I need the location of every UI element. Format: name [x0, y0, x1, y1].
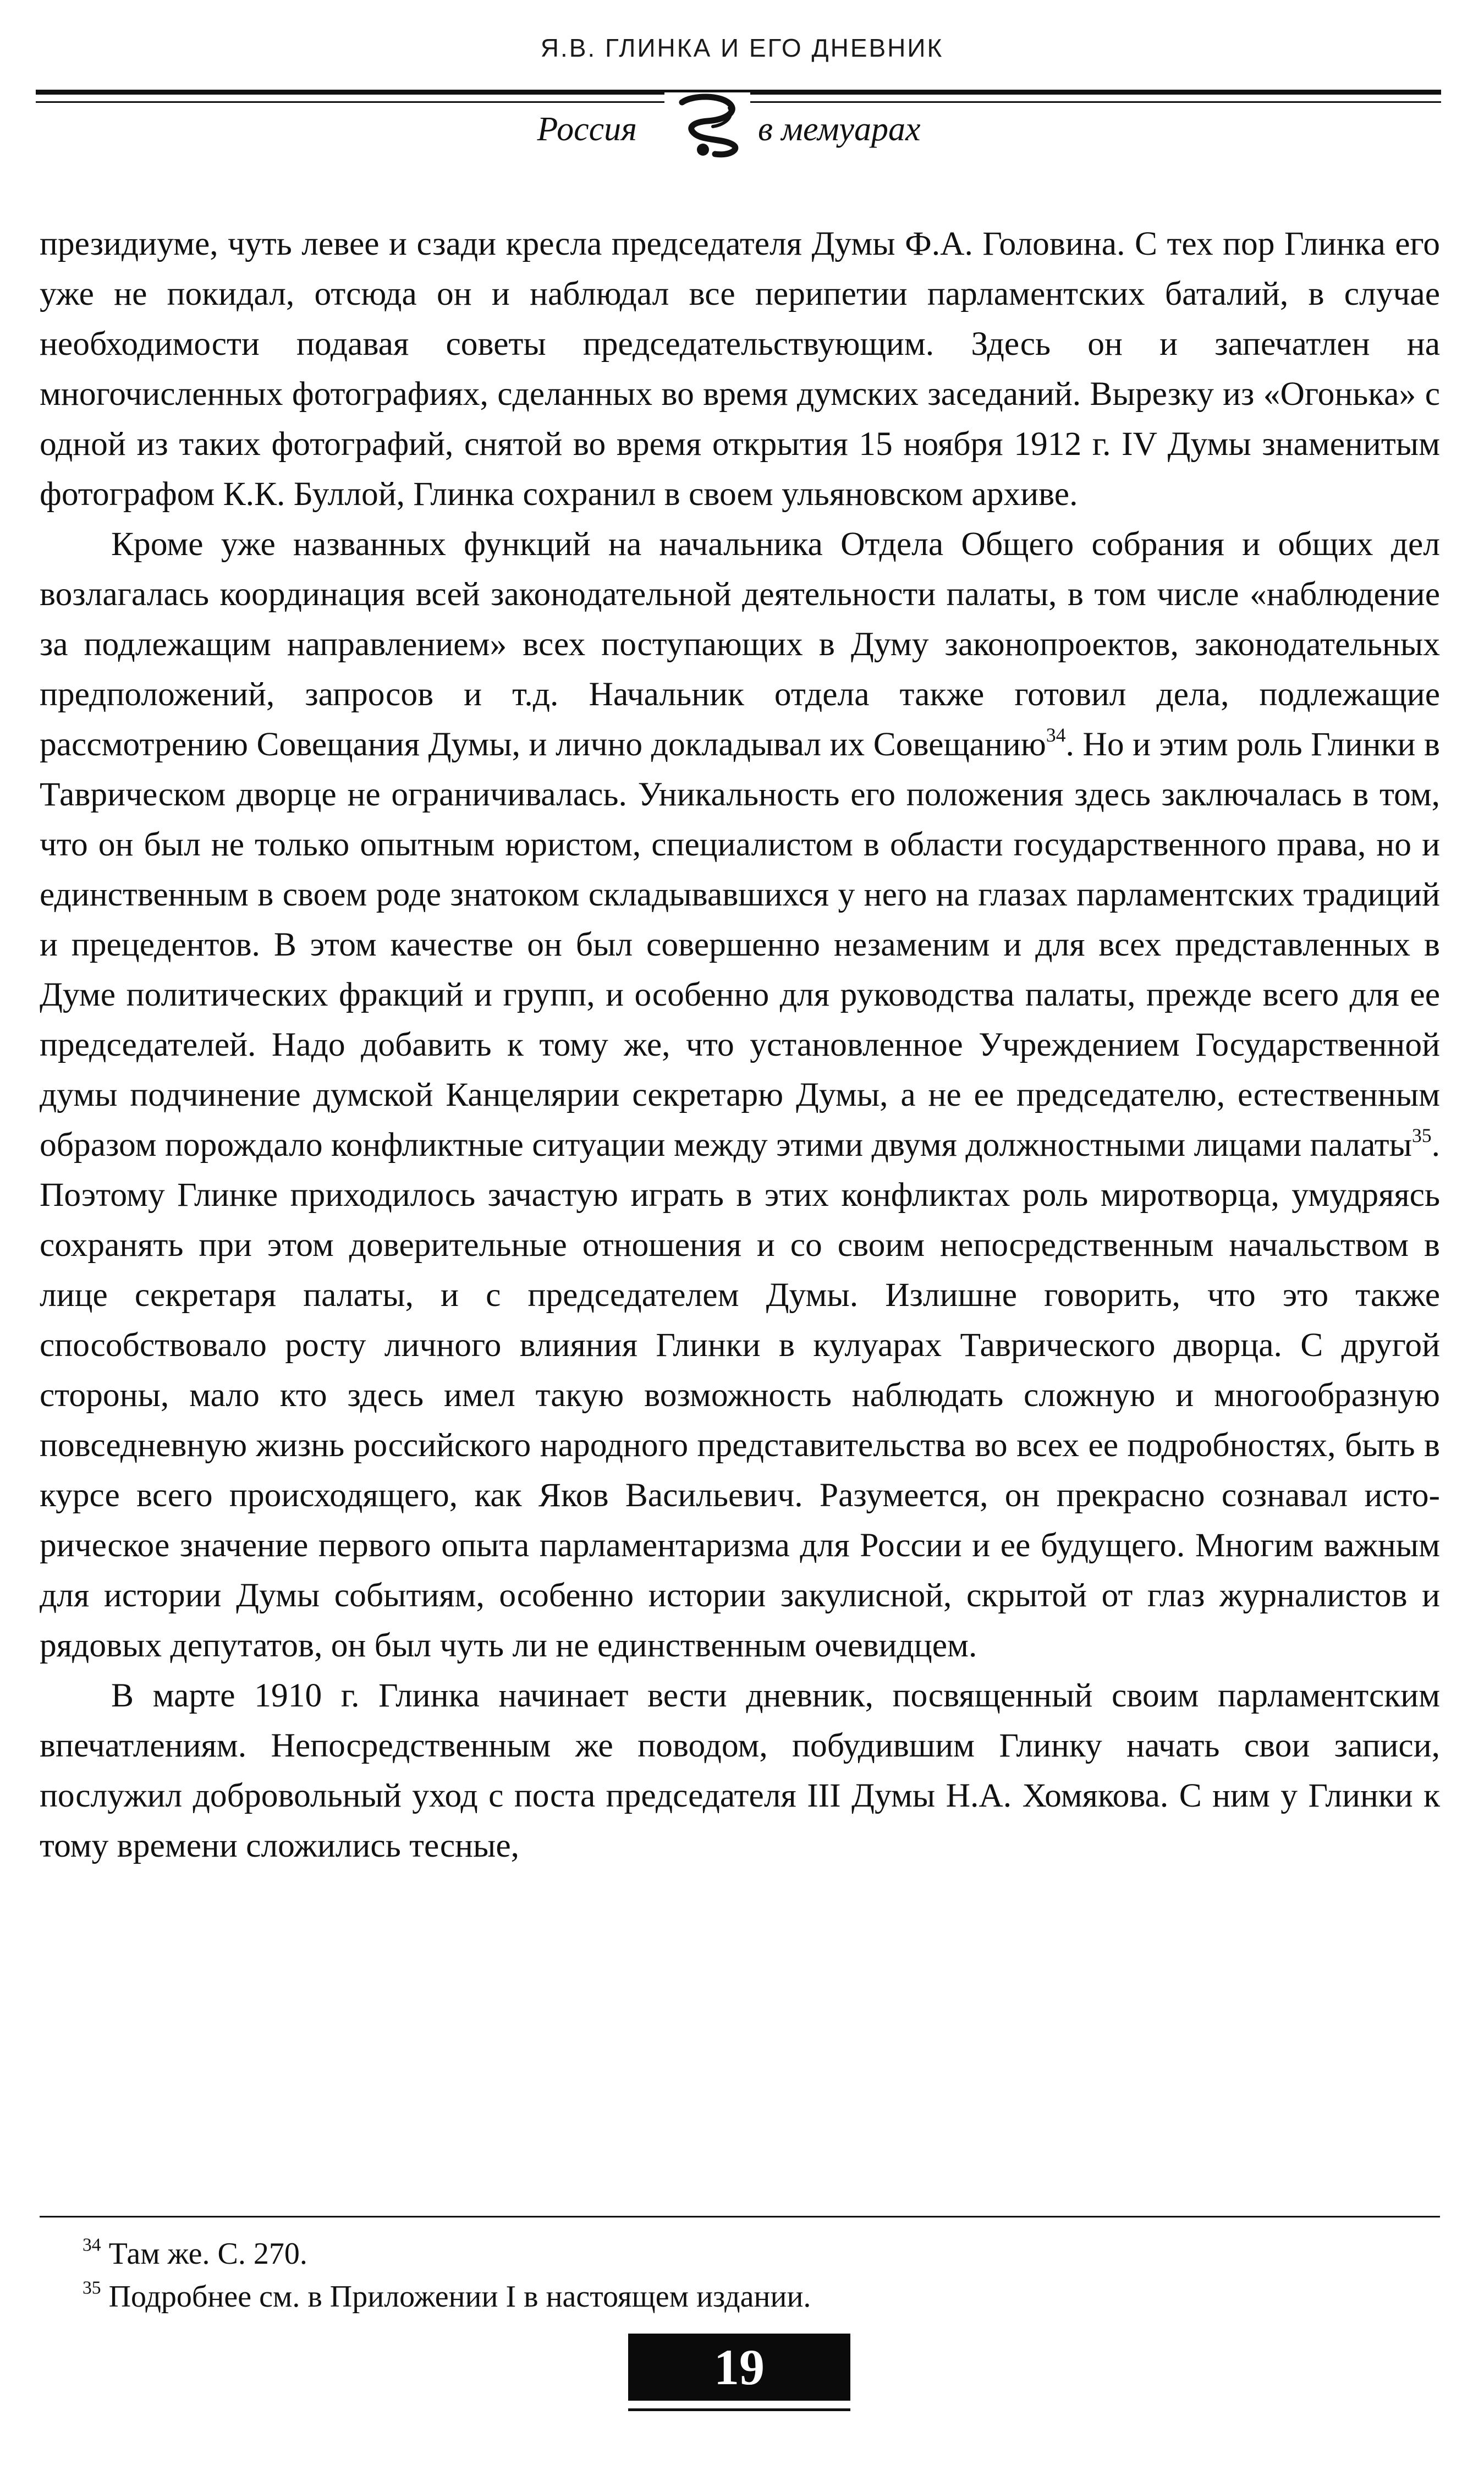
body-text — [40, 219, 1440, 1871]
page-number: 19 — [628, 2334, 850, 2401]
footnote-rule — [40, 2216, 1440, 2217]
footnote-ref-34: 34 — [1046, 724, 1066, 747]
paragraph-2-part-c: . Поэтому Глинке приходилось зачастую играть в этих конфликтах роль миротворца, умудряясь сохранять при этом доверительные отношения и со своим непосредственным начальством в лице секретаря палаты, и с председателем Думы. Излишне говорить, что это также способствовало росту личного влияния Глинки в кулуарах Таврического дворца. С другой стороны, мало кто здесь имел такую возможность наблюдать сложную и многообразную повседневную жизнь российского народного представительства во всех ее подробностях, быть в курсе всего происходящего, как Яков Васильевич. Разумеется, он прекрасно сознавал историческое значение первого опыта парламентаризма для России и ее будущего. Многим важным для истории Думы событиям, особенно истории закулисной, скрытой от глаз журналистов и рядовых депутатов, он был чуть ли не единственным очевидцем. — [40, 1126, 1440, 1664]
paragraph-1: президиуме, чуть левее и сзади кресла председателя Думы Ф.А. Головина. С тех пор Глинка его уже не покидал, отсюда он и наблюдал все перипетии парламентских баталий, в случае необходимости подавая советы председательствующим. Здесь он и запечатлен на многочисленных фотографиях, сделанных во время думских заседаний. Вырезку из «Огонька» с одной из таких фотографий, снятой во время открытия 15 ноября 1912 г. IV Думы знаменитым фотографом К.К. Буллой, Глинка сохранил в своем ульяновском архиве. — [40, 225, 1440, 513]
paragraph-2-part-b: . Но и этим роль Глинки в Таврическом дворце не ограничивалась. Уникальность его положения здесь заключалась в том, что он был не только опытным юристом, специалистом в области государственного права, но и единственным в своем роде знатоком складывавшихся у него на глазах парламентских традиций и прецедентов. В этом качестве он был совершенно незаменим и для всех представленных в Думе политических фракций и групп, и особенно для руководства палаты, прежде всего для ее председателей. Надо добавить к тому же, что установленное Учреждением Государственной думы подчинение думской Канцелярии секретарю Думы, а не ее председателю, естественным образом порождало конфликтные ситуации между этими двумя должностными лицами палаты — [40, 726, 1440, 1163]
footnotes — [83, 2232, 1403, 2318]
footnote-35 — [83, 2275, 1403, 2318]
series-monogram-icon — [664, 92, 750, 158]
series-title-right: в мемуарах — [754, 110, 925, 149]
footnote-text: Там же. С. 270. — [108, 2237, 307, 2271]
page-number-underline — [628, 2408, 850, 2411]
footnote-34 — [83, 2232, 1403, 2275]
footnote-mark: 34 — [83, 2235, 101, 2255]
paragraph-3: В марте 1910 г. Глинка начинает вести дневник, посвященный своим парламентским впечатлениям. Непосредственным же поводом, побудившим Глинку начать свои записи, послужил добровольный уход с поста председателя III Думы Н.А. Хомякова. С ним у Глинки к тому времени сложились тесные, — [40, 1677, 1440, 1864]
paragraph-2 — [40, 519, 1440, 1671]
series-title-left: Россия — [533, 110, 642, 149]
running-title: Я.В. ГЛИНКА И ЕГО ДНЕВНИК — [540, 34, 944, 62]
footnote-text: Подробнее см. в Приложении I в настоящем издании. — [108, 2280, 811, 2314]
footnote-mark: 35 — [83, 2277, 101, 2298]
footnote-ref-35: 35 — [1411, 1124, 1432, 1147]
paragraph-2-part-a: Кроме уже названных функций на начальника Отдела Общего собрания и общих дел возлагалась координация всей законодательной деятельности палаты, в том числе «наблюдение за подлежащим направлением» всех поступающих в Думу законопроектов, законодательных предположений, запросов и т.д. Начальник отдела также готовил дела, подлежащие рассмотрению Совещания Думы, и лично докладывал их Совещанию — [40, 525, 1440, 763]
